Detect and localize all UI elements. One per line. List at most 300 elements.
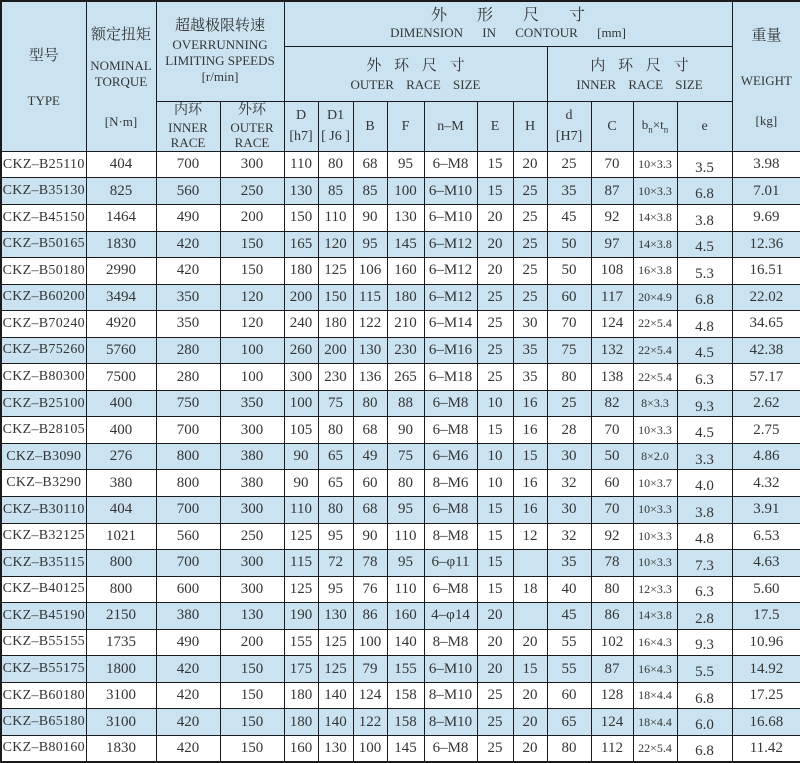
cell-d: 50 bbox=[547, 258, 591, 285]
cell-torque: 276 bbox=[86, 443, 156, 470]
cell-torque: 2990 bbox=[86, 258, 156, 285]
cell-F: 145 bbox=[387, 231, 424, 258]
col-header-D bbox=[284, 101, 318, 151]
cell-torque: 1021 bbox=[86, 523, 156, 550]
cell-d: 30 bbox=[547, 443, 591, 470]
cell-outer: 300 bbox=[220, 550, 284, 577]
cell-type: CKZ–B35130 bbox=[1, 178, 86, 205]
cell-E: 15 bbox=[477, 417, 513, 444]
cell-weight: 11.42 bbox=[732, 735, 800, 762]
cell-outer: 300 bbox=[220, 417, 284, 444]
cell-D: 90 bbox=[284, 443, 318, 470]
cell-type: CKZ–B55175 bbox=[1, 656, 86, 683]
cell-C: 80 bbox=[591, 576, 633, 603]
table-row bbox=[1, 337, 800, 364]
cell-D: 110 bbox=[284, 151, 318, 178]
cell-D1: 125 bbox=[318, 656, 353, 683]
cell-E: 10 bbox=[477, 390, 513, 417]
cell-D: 110 bbox=[284, 496, 318, 523]
cell-E: 20 bbox=[477, 258, 513, 285]
col-header-C: C bbox=[591, 101, 633, 151]
cell-nM: 6–M8 bbox=[424, 576, 477, 603]
cell-C: 70 bbox=[591, 496, 633, 523]
cell-type: CKZ–B45190 bbox=[1, 603, 86, 630]
cell-d: 35 bbox=[547, 178, 591, 205]
cell-D1: 130 bbox=[318, 603, 353, 630]
cell-H: 15 bbox=[513, 656, 547, 683]
table-row bbox=[1, 629, 800, 656]
cell-e: 6.3 bbox=[677, 364, 732, 391]
cell-e: 4.5 bbox=[677, 231, 732, 258]
speed-inner-en2: RACE bbox=[170, 135, 206, 151]
cell-F: 160 bbox=[387, 258, 424, 285]
cell-F: 140 bbox=[387, 629, 424, 656]
cell-nM: 6–M8 bbox=[424, 417, 477, 444]
cell-B: 106 bbox=[353, 258, 387, 285]
table-row bbox=[1, 443, 800, 470]
cell-weight: 42.38 bbox=[732, 337, 800, 364]
table-row bbox=[1, 576, 800, 603]
cell-weight: 5.60 bbox=[732, 576, 800, 603]
cell-F: 80 bbox=[387, 470, 424, 497]
weight-header-unit: [kg] bbox=[755, 112, 778, 128]
cell-inner: 800 bbox=[156, 443, 220, 470]
cell-E: 25 bbox=[477, 735, 513, 762]
table-row bbox=[1, 523, 800, 550]
cell-D1: 125 bbox=[318, 629, 353, 656]
cell-H: 25 bbox=[513, 204, 547, 231]
table-row bbox=[1, 735, 800, 762]
cell-e: 2.8 bbox=[677, 603, 732, 630]
cell-D1: 140 bbox=[318, 709, 353, 736]
cell-C: 60 bbox=[591, 470, 633, 497]
cell-inner: 420 bbox=[156, 656, 220, 683]
cell-nM: 6–M8 bbox=[424, 390, 477, 417]
cell-type: CKZ–B50165 bbox=[1, 231, 86, 258]
cell-inner: 560 bbox=[156, 178, 220, 205]
cell-type: CKZ–B35115 bbox=[1, 550, 86, 577]
cell-C: 108 bbox=[591, 258, 633, 285]
cell-torque: 1464 bbox=[86, 204, 156, 231]
cell-e: 9.3 bbox=[677, 390, 732, 417]
cell-F: 155 bbox=[387, 656, 424, 683]
cell-torque: 2150 bbox=[86, 603, 156, 630]
cell-B: 68 bbox=[353, 417, 387, 444]
cell-C: 50 bbox=[591, 443, 633, 470]
cell-outer: 350 bbox=[220, 390, 284, 417]
cell-D: 180 bbox=[284, 709, 318, 736]
speed-inner-zh: 内环 bbox=[174, 102, 202, 118]
cell-weight: 10.96 bbox=[732, 629, 800, 656]
cell-C: 70 bbox=[591, 151, 633, 178]
cell-d: 45 bbox=[547, 603, 591, 630]
cell-d: 60 bbox=[547, 284, 591, 311]
cell-e: 3.8 bbox=[677, 204, 732, 231]
cell-F: 180 bbox=[387, 284, 424, 311]
cell-weight: 6.53 bbox=[732, 523, 800, 550]
cell-B: 68 bbox=[353, 496, 387, 523]
cell-d: 32 bbox=[547, 523, 591, 550]
cell-B: 86 bbox=[353, 603, 387, 630]
cell-e: 3.8 bbox=[677, 496, 732, 523]
table-row bbox=[1, 151, 800, 178]
cell-outer: 150 bbox=[220, 656, 284, 683]
cell-B: 122 bbox=[353, 311, 387, 338]
cell-D1: 230 bbox=[318, 364, 353, 391]
cell-D: 175 bbox=[284, 656, 318, 683]
multiply-symbol: × bbox=[652, 117, 661, 133]
cell-D1: 80 bbox=[318, 417, 353, 444]
cell-torque: 380 bbox=[86, 470, 156, 497]
cell-weight: 17.5 bbox=[732, 603, 800, 630]
cell-bt: 8×3.3 bbox=[633, 390, 677, 417]
cell-D: 150 bbox=[284, 204, 318, 231]
cell-D: 200 bbox=[284, 284, 318, 311]
cell-bt: 14×3.8 bbox=[633, 603, 677, 630]
cell-type: CKZ–B65180 bbox=[1, 709, 86, 736]
cell-F: 145 bbox=[387, 735, 424, 762]
cell-E: 25 bbox=[477, 682, 513, 709]
cell-C: 117 bbox=[591, 284, 633, 311]
col-header-type bbox=[1, 1, 86, 151]
cell-nM: 6–M6 bbox=[424, 443, 477, 470]
cell-B: 130 bbox=[353, 337, 387, 364]
speeds-header-zh: 超越极限转速 bbox=[175, 18, 266, 35]
cell-nM: 6–M10 bbox=[424, 656, 477, 683]
cell-outer: 150 bbox=[220, 258, 284, 285]
torque-header-en2: TORQUE bbox=[94, 73, 148, 89]
dimension-header-en bbox=[285, 25, 732, 41]
cell-B: 76 bbox=[353, 576, 387, 603]
cell-F: 110 bbox=[387, 576, 424, 603]
cell-weight: 4.63 bbox=[732, 550, 800, 577]
table-row bbox=[1, 417, 800, 444]
cell-d: 28 bbox=[547, 417, 591, 444]
type-header-zh: 型号 bbox=[28, 47, 59, 64]
cell-nM: 6–M8 bbox=[424, 496, 477, 523]
cell-D: 125 bbox=[284, 576, 318, 603]
cell-bt: 14×3.8 bbox=[633, 204, 677, 231]
cell-inner: 560 bbox=[156, 523, 220, 550]
col-header-outer-size bbox=[284, 46, 547, 101]
cell-nM: 6–M12 bbox=[424, 284, 477, 311]
cell-inner: 420 bbox=[156, 735, 220, 762]
cell-F: 130 bbox=[387, 204, 424, 231]
cell-e: 6.0 bbox=[677, 709, 732, 736]
cell-bt: 22×5.4 bbox=[633, 735, 677, 762]
table-row bbox=[1, 311, 800, 338]
cell-weight: 4.32 bbox=[732, 470, 800, 497]
cell-torque: 400 bbox=[86, 417, 156, 444]
cell-E: 15 bbox=[477, 576, 513, 603]
cell-weight: 2.62 bbox=[732, 390, 800, 417]
cell-e: 3.3 bbox=[677, 443, 732, 470]
cell-torque: 404 bbox=[86, 151, 156, 178]
col-header-d bbox=[547, 101, 591, 151]
cell-E: 15 bbox=[477, 151, 513, 178]
col-header-inner-size bbox=[547, 46, 732, 101]
table-row bbox=[1, 550, 800, 577]
cell-type: CKZ–B45150 bbox=[1, 204, 86, 231]
cell-inner: 700 bbox=[156, 417, 220, 444]
cell-E: 10 bbox=[477, 470, 513, 497]
cell-outer: 150 bbox=[220, 735, 284, 762]
speed-outer-en2: RACE bbox=[234, 135, 270, 151]
cell-outer: 100 bbox=[220, 337, 284, 364]
cell-H: 18 bbox=[513, 576, 547, 603]
cell-type: CKZ–B70240 bbox=[1, 311, 86, 338]
cell-inner: 350 bbox=[156, 311, 220, 338]
cell-outer: 300 bbox=[220, 151, 284, 178]
cell-inner: 420 bbox=[156, 231, 220, 258]
cell-F: 158 bbox=[387, 682, 424, 709]
cell-weight: 3.98 bbox=[732, 151, 800, 178]
cell-bt: 22×5.4 bbox=[633, 311, 677, 338]
cell-D: 105 bbox=[284, 417, 318, 444]
cell-weight: 57.17 bbox=[732, 364, 800, 391]
cell-torque: 404 bbox=[86, 496, 156, 523]
cell-bt: 16×3.8 bbox=[633, 258, 677, 285]
cell-D1: 65 bbox=[318, 470, 353, 497]
col-header-speed-outer bbox=[220, 101, 284, 151]
cell-outer: 380 bbox=[220, 443, 284, 470]
weight-header-zh: 重量 bbox=[751, 27, 782, 44]
cell-C: 124 bbox=[591, 709, 633, 736]
cell-H bbox=[513, 603, 547, 630]
cell-H: 20 bbox=[513, 629, 547, 656]
cell-H: 20 bbox=[513, 735, 547, 762]
cell-bt: 10×3.3 bbox=[633, 523, 677, 550]
col-header-torque bbox=[86, 1, 156, 151]
cell-d: 55 bbox=[547, 629, 591, 656]
cell-weight: 22.02 bbox=[732, 284, 800, 311]
cell-F: 160 bbox=[387, 603, 424, 630]
cell-bt: 18×4.4 bbox=[633, 682, 677, 709]
cell-nM: 6–M16 bbox=[424, 337, 477, 364]
cell-D1: 140 bbox=[318, 682, 353, 709]
cell-H: 25 bbox=[513, 258, 547, 285]
cell-bt: 10×3.3 bbox=[633, 550, 677, 577]
cell-outer: 130 bbox=[220, 603, 284, 630]
cell-outer: 150 bbox=[220, 709, 284, 736]
cell-B: 60 bbox=[353, 470, 387, 497]
cell-torque: 400 bbox=[86, 390, 156, 417]
cell-outer: 300 bbox=[220, 496, 284, 523]
cell-bt: 10×3.7 bbox=[633, 470, 677, 497]
cell-weight: 7.01 bbox=[732, 178, 800, 205]
header-row-1 bbox=[1, 1, 800, 46]
cell-d: 60 bbox=[547, 682, 591, 709]
cell-weight: 14.92 bbox=[732, 656, 800, 683]
cell-bt: 12×3.3 bbox=[633, 576, 677, 603]
cell-D: 180 bbox=[284, 682, 318, 709]
col-header-weight bbox=[732, 1, 800, 151]
col-header-H: H bbox=[513, 101, 547, 151]
speed-inner-en1: INNER bbox=[168, 119, 208, 135]
cell-torque: 3100 bbox=[86, 709, 156, 736]
cell-e: 5.3 bbox=[677, 258, 732, 285]
cell-E: 20 bbox=[477, 204, 513, 231]
cell-type: CKZ–B80300 bbox=[1, 364, 86, 391]
cell-d: 55 bbox=[547, 656, 591, 683]
speeds-header-en2: LIMITING SPEEDS bbox=[165, 52, 275, 68]
table-row bbox=[1, 231, 800, 258]
cell-E: 25 bbox=[477, 709, 513, 736]
cell-inner: 420 bbox=[156, 709, 220, 736]
cell-H: 35 bbox=[513, 337, 547, 364]
cell-inner: 280 bbox=[156, 364, 220, 391]
cell-D: 180 bbox=[284, 258, 318, 285]
cell-F: 95 bbox=[387, 496, 424, 523]
cell-outer: 200 bbox=[220, 204, 284, 231]
cell-nM: 6–M8 bbox=[424, 151, 477, 178]
cell-e: 4.8 bbox=[677, 311, 732, 338]
col-header-D1 bbox=[318, 101, 353, 151]
cell-B: 85 bbox=[353, 178, 387, 205]
cell-D: 160 bbox=[284, 735, 318, 762]
cell-d: 30 bbox=[547, 496, 591, 523]
cell-type: CKZ–B28105 bbox=[1, 417, 86, 444]
cell-weight: 34.65 bbox=[732, 311, 800, 338]
cell-bt: 10×3.3 bbox=[633, 178, 677, 205]
cell-E: 15 bbox=[477, 178, 513, 205]
cell-bt: 10×3.3 bbox=[633, 151, 677, 178]
col-header-e: e bbox=[677, 101, 732, 151]
cell-D1: 75 bbox=[318, 390, 353, 417]
cell-e: 4.5 bbox=[677, 337, 732, 364]
cell-D1: 72 bbox=[318, 550, 353, 577]
cell-D: 125 bbox=[284, 523, 318, 550]
cell-inner: 700 bbox=[156, 496, 220, 523]
cell-e: 6.8 bbox=[677, 735, 732, 762]
bt-t: t bbox=[660, 117, 664, 133]
cell-e: 6.8 bbox=[677, 178, 732, 205]
table-row bbox=[1, 470, 800, 497]
cell-bt: 22×5.4 bbox=[633, 337, 677, 364]
cell-e: 4.5 bbox=[677, 417, 732, 444]
cell-bt: 18×4.4 bbox=[633, 709, 677, 736]
cell-H: 20 bbox=[513, 682, 547, 709]
cell-e: 6.8 bbox=[677, 682, 732, 709]
table-row bbox=[1, 709, 800, 736]
cell-F: 158 bbox=[387, 709, 424, 736]
col-D-symbol: D bbox=[295, 108, 307, 124]
table-row bbox=[1, 682, 800, 709]
table-row bbox=[1, 603, 800, 630]
cell-B: 100 bbox=[353, 629, 387, 656]
cell-weight: 9.69 bbox=[732, 204, 800, 231]
cell-D: 115 bbox=[284, 550, 318, 577]
cell-H: 30 bbox=[513, 311, 547, 338]
cell-weight: 4.86 bbox=[732, 443, 800, 470]
cell-F: 210 bbox=[387, 311, 424, 338]
cell-weight: 3.91 bbox=[732, 496, 800, 523]
col-header-speed-inner bbox=[156, 101, 220, 151]
cell-type: CKZ–B60200 bbox=[1, 284, 86, 311]
dimension-header-en-text: DIMENSION IN CONTOUR bbox=[390, 25, 578, 41]
cell-C: 124 bbox=[591, 311, 633, 338]
cell-F: 100 bbox=[387, 178, 424, 205]
cell-H: 16 bbox=[513, 390, 547, 417]
cell-nM: 6–M14 bbox=[424, 311, 477, 338]
cell-d: 32 bbox=[547, 470, 591, 497]
cell-D1: 110 bbox=[318, 204, 353, 231]
cell-E: 20 bbox=[477, 231, 513, 258]
torque-header-en1: NOMINAL bbox=[90, 57, 152, 73]
cell-nM: 8–M6 bbox=[424, 470, 477, 497]
cell-outer: 300 bbox=[220, 576, 284, 603]
cell-bt: 16×4.3 bbox=[633, 656, 677, 683]
cell-weight: 17.25 bbox=[732, 682, 800, 709]
cell-torque: 1830 bbox=[86, 735, 156, 762]
cell-nM: 6–M10 bbox=[424, 204, 477, 231]
cell-B: 49 bbox=[353, 443, 387, 470]
cell-e: 6.8 bbox=[677, 284, 732, 311]
table-row bbox=[1, 496, 800, 523]
cell-F: 95 bbox=[387, 550, 424, 577]
cell-torque: 800 bbox=[86, 550, 156, 577]
cell-H: 35 bbox=[513, 364, 547, 391]
table-row bbox=[1, 258, 800, 285]
torque-header-zh: 额定扭矩 bbox=[90, 26, 151, 43]
cell-inner: 380 bbox=[156, 603, 220, 630]
cell-type: CKZ–B50180 bbox=[1, 258, 86, 285]
speeds-header-unit: [r/min] bbox=[201, 69, 239, 85]
cell-d: 65 bbox=[547, 709, 591, 736]
cell-bt: 20×4.9 bbox=[633, 284, 677, 311]
cell-B: 100 bbox=[353, 735, 387, 762]
cell-nM: 8–M10 bbox=[424, 709, 477, 736]
cell-D1: 120 bbox=[318, 231, 353, 258]
cell-F: 88 bbox=[387, 390, 424, 417]
cell-inner: 700 bbox=[156, 550, 220, 577]
cell-D1: 85 bbox=[318, 178, 353, 205]
cell-torque: 825 bbox=[86, 178, 156, 205]
cell-H: 25 bbox=[513, 284, 547, 311]
cell-E: 25 bbox=[477, 311, 513, 338]
cell-bt: 8×2.0 bbox=[633, 443, 677, 470]
col-D-tolerance: [h7] bbox=[289, 129, 313, 145]
cell-e: 3.5 bbox=[677, 151, 732, 178]
cell-E: 15 bbox=[477, 550, 513, 577]
cell-F: 75 bbox=[387, 443, 424, 470]
cell-H: 20 bbox=[513, 151, 547, 178]
cell-outer: 250 bbox=[220, 523, 284, 550]
cell-nM: 6–φ11 bbox=[424, 550, 477, 577]
cell-d: 25 bbox=[547, 390, 591, 417]
outer-size-zh: 外 环 尺 寸 bbox=[366, 58, 465, 74]
col-header-E: E bbox=[477, 101, 513, 151]
cell-E: 20 bbox=[477, 603, 513, 630]
cell-bt: 16×4.3 bbox=[633, 629, 677, 656]
cell-nM: 6–M12 bbox=[424, 231, 477, 258]
cell-C: 78 bbox=[591, 550, 633, 577]
cell-D1: 80 bbox=[318, 496, 353, 523]
cell-inner: 600 bbox=[156, 576, 220, 603]
cell-D: 190 bbox=[284, 603, 318, 630]
cell-D: 130 bbox=[284, 178, 318, 205]
cell-H bbox=[513, 550, 547, 577]
inner-size-zh: 内 环 尺 寸 bbox=[590, 58, 689, 74]
cell-C: 82 bbox=[591, 390, 633, 417]
cell-e: 6.3 bbox=[677, 576, 732, 603]
cell-d: 25 bbox=[547, 151, 591, 178]
cell-B: 78 bbox=[353, 550, 387, 577]
cell-D: 155 bbox=[284, 629, 318, 656]
cell-inner: 350 bbox=[156, 284, 220, 311]
cell-torque: 5760 bbox=[86, 337, 156, 364]
cell-C: 128 bbox=[591, 682, 633, 709]
